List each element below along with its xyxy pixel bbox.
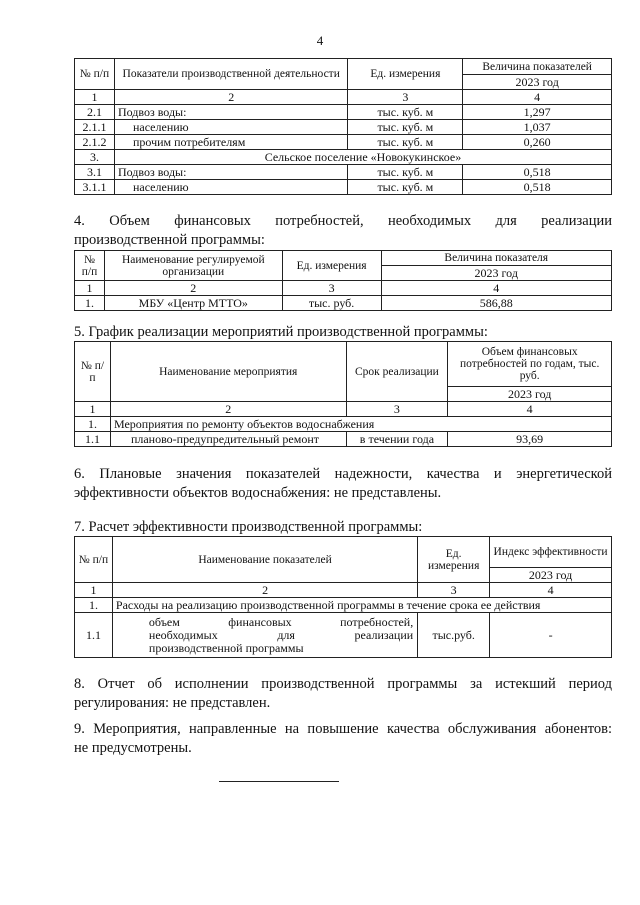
row-num: 3.1 bbox=[75, 165, 115, 180]
col-header-value: Объем финансовых потребностей по годам, тыс. руб. bbox=[448, 342, 612, 387]
table-financial-needs bbox=[74, 250, 612, 311]
col-number: 2 bbox=[110, 402, 346, 417]
section-6-line2: эффективности объектов водоснабжения: не представлены. bbox=[74, 485, 442, 501]
col-number: 4 bbox=[490, 583, 612, 598]
section-9-line1: 9. Мероприятия, направленные на повышение качества обслуживания абонентов: bbox=[74, 721, 612, 737]
table-efficiency bbox=[74, 536, 612, 658]
col-number: 2 bbox=[114, 90, 348, 105]
row-num: 3. bbox=[75, 150, 115, 165]
closing-rule bbox=[219, 781, 339, 782]
row-term: в течении года bbox=[346, 432, 448, 447]
section-6-line1: 6. Плановые значения показателей надежности, качества и энергетической bbox=[74, 466, 612, 482]
table-row bbox=[75, 105, 612, 120]
col-header-num: № п/п bbox=[75, 537, 113, 583]
row-name: Мероприятия по ремонту объектов водоснабжения bbox=[110, 417, 611, 432]
col-header-num: № п/п bbox=[75, 342, 111, 402]
row-num: 1. bbox=[75, 296, 105, 311]
section-7-heading bbox=[74, 518, 612, 537]
row-unit: тыс. куб. м bbox=[348, 180, 463, 195]
col-number: 1 bbox=[75, 281, 105, 296]
col-number: 1 bbox=[75, 90, 115, 105]
section-9-line2: не предусмотрены. bbox=[74, 740, 192, 756]
table-production-indicators bbox=[74, 58, 612, 195]
col-header-term: Срок реализации bbox=[346, 342, 448, 402]
col-number: 2 bbox=[104, 281, 282, 296]
table-row bbox=[75, 180, 612, 195]
row-value: 1,297 bbox=[463, 105, 612, 120]
col-header-year: 2023 год bbox=[381, 266, 612, 281]
row-name: Расходы на реализацию производственной программы в течение срока ее действия bbox=[112, 598, 611, 613]
row-num: 1. bbox=[75, 598, 113, 613]
col-number: 4 bbox=[381, 281, 612, 296]
table-row bbox=[75, 296, 612, 311]
col-header-num: № п/п bbox=[75, 59, 115, 90]
row-name-line2: необходимых для реализации bbox=[148, 627, 414, 642]
col-header-num: № п/п bbox=[75, 251, 105, 281]
table-row-group bbox=[75, 417, 612, 432]
row-value: - bbox=[490, 613, 612, 658]
table-row bbox=[75, 165, 612, 180]
row-value: 1,037 bbox=[463, 120, 612, 135]
col-header-unit: Ед. измерения bbox=[348, 59, 463, 90]
section-4-line2: производственной программы: bbox=[74, 232, 265, 248]
col-header-year: 2023 год bbox=[448, 387, 612, 402]
row-unit: тыс. руб. bbox=[282, 296, 381, 311]
table-row bbox=[75, 135, 612, 150]
col-header-indicator: Наименование показателей bbox=[112, 537, 417, 583]
row-name: планово-предупредительный ремонт bbox=[110, 432, 346, 447]
row-value: 0,518 bbox=[463, 180, 612, 195]
row-num: 2.1.2 bbox=[75, 135, 115, 150]
col-number: 4 bbox=[448, 402, 612, 417]
row-unit: тыс. куб. м bbox=[348, 165, 463, 180]
col-number: 3 bbox=[282, 281, 381, 296]
row-name-line3: производственной программы bbox=[148, 640, 304, 655]
table-row bbox=[75, 613, 612, 658]
col-number: 3 bbox=[348, 90, 463, 105]
section-5-heading bbox=[74, 323, 612, 342]
row-unit: тыс.руб. bbox=[418, 613, 490, 658]
col-header-year: 2023 год bbox=[490, 568, 612, 583]
col-number: 1 bbox=[75, 402, 111, 417]
row-value: 0,260 bbox=[463, 135, 612, 150]
row-unit: тыс. куб. м bbox=[348, 105, 463, 120]
section-8-line1: 8. Отчет об исполнении производственной программы за истекший период bbox=[74, 676, 612, 692]
row-name: населению bbox=[114, 120, 348, 135]
row-value: 0,518 bbox=[463, 165, 612, 180]
col-header-value: Величина показателя bbox=[381, 251, 612, 266]
col-number: 3 bbox=[346, 402, 448, 417]
row-value: 93,69 bbox=[448, 432, 612, 447]
section-7-title: 7. Расчет эффективности производственной программы: bbox=[74, 519, 423, 535]
col-number: 2 bbox=[112, 583, 417, 598]
row-num: 1.1 bbox=[75, 613, 113, 658]
row-name bbox=[112, 613, 417, 658]
row-num: 3.1.1 bbox=[75, 180, 115, 195]
col-header-activity: Наименование мероприятия bbox=[110, 342, 346, 402]
col-header-unit: Ед. измерения bbox=[418, 537, 490, 583]
row-name: населению bbox=[114, 180, 348, 195]
row-num: 2.1.1 bbox=[75, 120, 115, 135]
row-name: Подвоз воды: bbox=[114, 105, 348, 120]
table-row-group bbox=[75, 598, 612, 613]
section-8-line2: регулирования: не представлен. bbox=[74, 695, 271, 711]
table-row bbox=[75, 120, 612, 135]
table-row bbox=[75, 432, 612, 447]
col-header-indicator: Показатели производственной деятельности bbox=[114, 59, 348, 90]
row-num: 2.1 bbox=[75, 105, 115, 120]
col-header-year: 2023 год bbox=[463, 75, 612, 90]
col-header-unit: Ед. измерения bbox=[282, 251, 381, 281]
row-name: Подвоз воды: bbox=[114, 165, 348, 180]
page-number: 4 bbox=[316, 33, 324, 48]
row-name: МБУ «Центр МТТО» bbox=[104, 296, 282, 311]
row-num: 1.1 bbox=[75, 432, 111, 447]
row-unit: тыс. куб. м bbox=[348, 135, 463, 150]
col-header-index: Индекс эффективности bbox=[490, 537, 612, 568]
col-header-value: Величина показателей bbox=[463, 59, 612, 75]
col-number: 1 bbox=[75, 583, 113, 598]
row-name: Сельское поселение «Новокукинское» bbox=[114, 150, 611, 165]
row-unit: тыс. куб. м bbox=[348, 120, 463, 135]
row-value: 586,88 bbox=[381, 296, 612, 311]
section-8 bbox=[74, 675, 612, 713]
col-header-organization: Наименование регулируемой организации bbox=[104, 251, 282, 281]
section-9 bbox=[74, 720, 612, 758]
row-name-line1: объем финансовых потребностей, bbox=[148, 614, 414, 629]
col-number: 3 bbox=[418, 583, 490, 598]
row-name: прочим потребителям bbox=[114, 135, 348, 150]
row-num: 1. bbox=[75, 417, 111, 432]
section-4-line1: 4. Объем финансовых потребностей, необходимых для реализации bbox=[74, 213, 612, 229]
section-5-title: 5. График реализации мероприятий производственной программы: bbox=[74, 324, 488, 340]
table-row-group bbox=[75, 150, 612, 165]
section-4-heading bbox=[74, 212, 612, 250]
table-schedule bbox=[74, 341, 612, 447]
col-number: 4 bbox=[463, 90, 612, 105]
section-6 bbox=[74, 465, 612, 503]
